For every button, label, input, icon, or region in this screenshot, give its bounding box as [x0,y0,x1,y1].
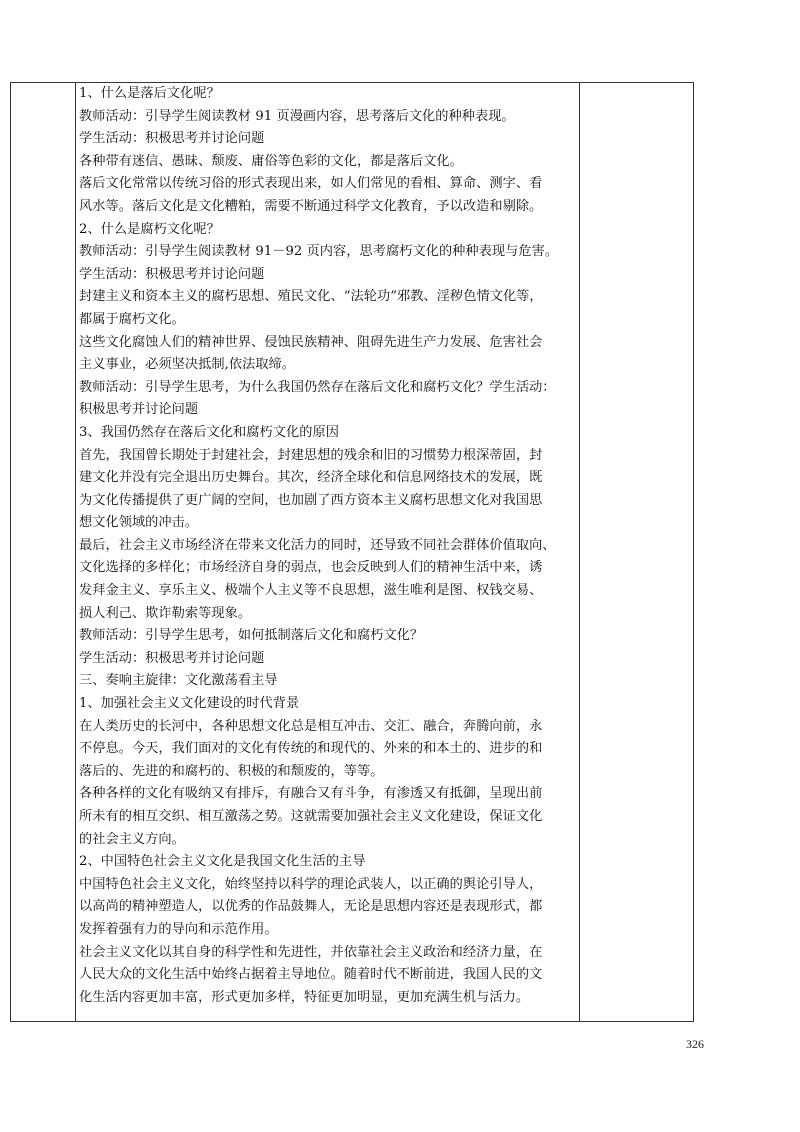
text-line: 发拜金主义、享乐主义、极端个人主义等不良思想，滋生唯利是图、权钱交易、 [79,583,543,599]
text-line: 落后文化常常以传统习俗的形式表现出来，如人们常见的看相、算命、测字、看 [79,176,543,192]
text-line: 所未有的相互交织、相互激荡之势。这就需要加强社会主义文化建设，保证文化 [79,809,543,824]
text-line: 2、什么是腐朽文化呢？ [79,221,220,237]
text-line: 学生活动：积极思考并讨论问题 [79,650,265,666]
text-line: 封建主义和资本主义的腐朽思想、殖民文化、“法轮功”邪教、淫秽色情文化等， [79,289,543,305]
text-line: 2、中国特色社会主义文化是我国文化生活的主导 [79,854,366,870]
text-line: 学生活动：积极思考并讨论问题 [79,266,265,282]
text-line: 积极思考并讨论问题 [79,402,199,418]
text-line: 想文化领域的冲击。 [79,515,199,531]
text-line: 发挥着强有力的导向和示范作用。 [79,921,278,937]
text-line: 教师活动：引导学生思考，如何抵制落后文化和腐朽文化？ [79,628,424,644]
text-line: 化生活内容更加丰富，形式更加多样，特征更加明显，更加充满生机与活力。 [79,989,530,1005]
text-line: 各种各样的文化有吸纳又有排斥，有融合又有斗争，有渗透又有抵御，呈现出前 [79,786,543,802]
page-number: 326 [686,1037,704,1051]
text-line: 各种带有迷信、愚昧、颓废、庸俗等色彩的文化，都是落后文化。 [79,153,463,169]
right-column-divider [579,83,580,1021]
text-line: 首先，我国曾长期处于封建社会，封建思想的残余和旧的习惯势力根深蒂固，封 [79,447,543,463]
text-line: 主义事业，必须坚决抵制,依法取缔。 [79,357,296,373]
lesson-content [79,83,579,1009]
text-line: 在人类历史的长河中，各种思想文化总是相互冲击、交汇、融合，奔腾向前，永 [79,718,543,734]
text-line: 损人利己、欺诈勒索等现象。 [79,605,252,621]
text-line: 为文化传播提供了更广阔的空间，也加剧了西方资本主义腐朽思想文化对我国思 [79,492,543,508]
text-line: 教师活动：引导学生阅读教材 91 页漫画内容，思考落后文化的种种表现。 [79,108,515,124]
text-line: 教师活动：引导学生阅读教材 91－92 页内容，思考腐朽文化的种种表现与危害。 [79,244,559,260]
text-line: 这些文化腐蚀人们的精神世界、侵蚀民族精神、阻碍先进生产力发展、危害社会 [79,334,543,350]
text-line: 人民大众的文化生活中始终占据着主导地位。随着时代不断前进，我国人民的文 [79,967,543,983]
text-line: 最后，社会主义市场经济在带来文化活力的同时，还导致不同社会群体价值取向、 [79,537,556,553]
text-line: 文化选择的多样化；市场经济自身的弱点，也会反映到人们的精神生活中来，诱 [79,560,543,576]
text-line: 教师活动：引导学生思考，为什么我国仍然存在落后文化和腐朽文化？学生活动： [79,379,556,395]
text-line: 不停息。今天，我们面对的文化有传统的和现代的、外来的和本土的、进步的和 [79,741,543,757]
text-line: 中国特色社会主义文化，始终坚持以科学的理论武装人，以正确的舆论引导人， [79,876,543,892]
text-line: 都属于腐朽文化。 [79,311,185,327]
text-line: 建文化并没有完全退出历史舞台。其次，经济全球化和信息网络技术的发展，既 [79,470,543,486]
text-line: 1、什么是落后文化呢？ [79,86,220,101]
text-line: 落后的、先进的和腐朽的、积极的和颓废的，等等。 [79,763,384,779]
text-line: 1、加强社会主义文化建设的时代背景 [79,696,300,712]
text-line: 学生活动：积极思考并讨论问题 [79,131,265,147]
text-line: 3、我国仍然存在落后文化和腐朽文化的原因 [79,424,339,440]
text-line: 的社会主义方向。 [79,831,185,847]
text-line: 社会主义文化以其自身的科学性和先进性，并依靠社会主义政治和经济力量，在 [79,944,543,960]
left-column-divider [75,83,76,1021]
lesson-table [10,82,694,1022]
text-line: 三、奏响主旋律：文化激荡看主导 [79,673,278,689]
text-line: 以高尚的精神塑造人，以优秀的作品鼓舞人，无论是思想内容还是表现形式，都 [79,899,543,915]
text-line: 风水等。落后文化是文化糟粕，需要不断通过科学文化教育，予以改造和剔除。 [79,198,543,214]
